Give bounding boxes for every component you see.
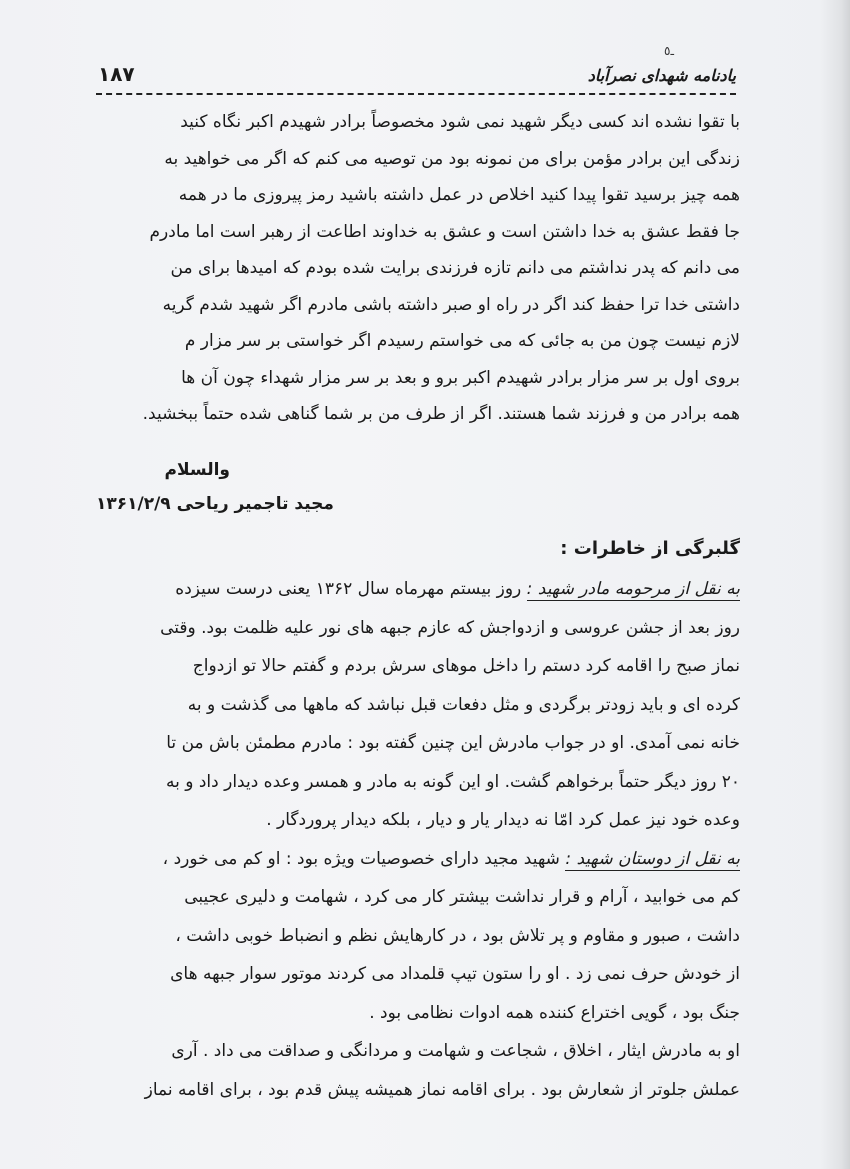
memory-line: داشت ، صبور و مقاوم و پر تلاش بود ، در کارهایش نظم و انضباط خوبی داشت ، [175, 925, 740, 946]
book-title: یادنامه شهدای نصرآباد [587, 66, 736, 85]
memory-line: او به مادرش ایثار ، اخلاق ، شجاعت و شهامت و مردانگی و صداقت می داد . آری [171, 1041, 740, 1061]
memory-line: از خودش حرف نمی زد . او را ستون تیپ قلمداد می کردند موتور سوار جبهه های [170, 964, 740, 984]
source-label-mother: به نقل از مرحومه مادر شهید : [526, 579, 740, 599]
memory-line: جنگ بود ، گویی اختراع کننده همه ادوات نظامی بود . [369, 1002, 740, 1023]
memories-body [92, 570, 740, 1109]
memory-line: عملش جلوتر از شعارش بود . برای اقامه نماز همیشه پیش قدم بود ، برای اقامه نماز [144, 1079, 740, 1100]
page-edge-shadow [820, 0, 850, 1169]
letter-line: لازم نیست چون من به جائی که می خواستم رسیدم اگر خواستی بر سر مزار م [184, 331, 740, 351]
section-heading: گلبرگی از خاطرات : [560, 538, 740, 559]
memory-line: کم می خوابید ، آرام و قرار نداشت بیشتر کار می کرد ، شهامت و دلیری عجیبی [184, 887, 740, 907]
memory-line: ۲۰ روز دیگر حتماً برخواهم گشت. او این گونه به مادر و همسر وعده دیدار داد و به [165, 771, 740, 792]
running-header [96, 56, 736, 92]
letter-line: با تقوا نشده اند کسی دیگر شهید نمی شود مخصوصاً برادر شهیدم اکبر نگاه کنید [180, 112, 740, 132]
memory-text: روز بیستم مهرماه سال ۱۳۶۲ یعنی درست سیزده [175, 579, 522, 599]
letter-closing: والسلام [164, 460, 230, 480]
memory-line: روز بعد از جشن عروسی و ازدواجش که عازم جبهه های نور علیه ظلمت بود. وقتی [160, 617, 740, 638]
letter-line: می دانم که پدر نداشتم می دانم تازه فرزندی برایت شده بودم که امیدها برای من [170, 258, 740, 278]
source-label-friends: به نقل از دوستان شهید : [565, 848, 740, 869]
letter-line: زندگی این برادر مؤمن برای من نمونه بود من توصیه می کنم که اگر می خواهید به [164, 148, 740, 169]
letter-body [92, 104, 740, 433]
memory-line: وعده خود نیز عمل کرد امّا نه دیدار یار و دیار ، بلکه دیدار پروردگار . [266, 810, 740, 830]
memory-line: کرده ای و باید زودتر برگردی و مثل دفعات قبل نباشد که ماهها می گذشت و به [187, 694, 740, 715]
memory-line [92, 570, 740, 609]
margin-mark: ـ٥ [664, 44, 674, 58]
memory-line: نماز صبح را اقامه کرد دستم را داخل موهای سرش بردم و گفتم حالا تو ازدواج [192, 656, 740, 676]
letter-line: همه برادر من و فرزند شما هستند. اگر از طرف من بر شما گناهی شده حتماً ببخشید. [142, 404, 740, 424]
letter-signature: مجید تاجمیر ریاحی ۱۳۶۱/۲/۹ [96, 494, 334, 514]
letter-line: جا فقط عشق به خدا داشتن است و عشق به خداوند اطاعت از رهبر است اما مادرم [149, 221, 740, 242]
letter-line: داشتی خدا ترا حفظ کند اگر در راه او صبر داشته باشی مادرم اگر شهید شدم گریه [162, 294, 740, 315]
memory-line [92, 840, 740, 879]
memory-text: شهید مجید دارای خصوصیات ویژه بود : او کم می خورد ، [162, 848, 560, 869]
letter-line: بروی اول بر سر مزار برادر شهیدم اکبر برو و بعد بر سر مزار شهداء چون آن ها [181, 367, 740, 388]
memory-line: خانه نمی آمدی. او در جواب مادرش این چنین گفته بود : مادرم مطمئن باش من تا [166, 733, 740, 753]
letter-line: همه چیز برسید تقوا پیدا کنید اخلاص در عمل داشته باشید رمز پیروزی ما در همه [178, 185, 740, 205]
page-number: ۱۸۷ [98, 62, 135, 86]
header-divider [96, 93, 736, 95]
